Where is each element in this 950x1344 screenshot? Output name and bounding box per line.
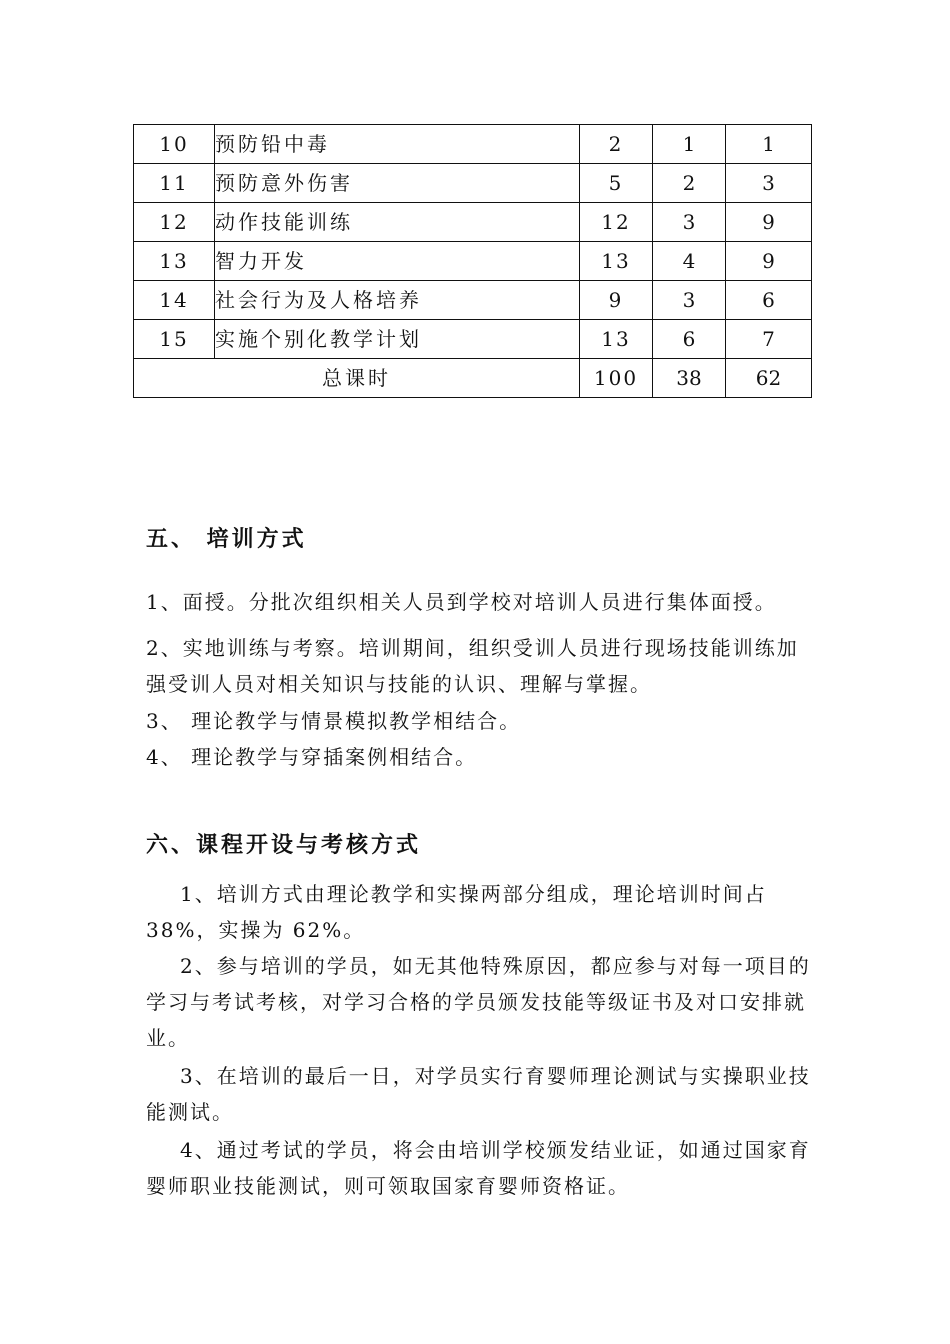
course-name: 社会行为及人格培养 <box>215 281 580 320</box>
total-hours: 5 <box>580 164 653 203</box>
paragraph: 3、 理论教学与情景模拟教学相结合。 <box>146 709 522 733</box>
section-heading-course-assessment: 六、课程开设与考核方式 <box>146 832 422 858</box>
practice-hours: 9 <box>726 242 812 281</box>
row-number: 13 <box>134 242 215 281</box>
paragraph: 2、实地训练与考察。培训期间，组织受训人员进行现场技能训练加强受训人员对相关知识与技能的认识、理解与掌握。 <box>146 636 799 696</box>
practice-hours: 6 <box>726 281 812 320</box>
course-name: 动作技能训练 <box>215 203 580 242</box>
table-row <box>134 281 812 320</box>
theory-hours: 2 <box>653 164 726 203</box>
course-name: 实施个别化教学计划 <box>215 320 580 359</box>
summary-total-hours: 100 <box>580 359 653 398</box>
summary-practice-hours: 62 <box>726 359 812 398</box>
paragraph: 4、 理论教学与穿插案例相结合。 <box>146 745 478 769</box>
paragraph: 1、面授。分批次组织相关人员到学校对培训人员进行集体面授。 <box>146 590 777 614</box>
practice-hours: 7 <box>726 320 812 359</box>
table-row <box>134 320 812 359</box>
theory-hours: 3 <box>653 281 726 320</box>
row-number: 10 <box>134 125 215 164</box>
theory-hours: 6 <box>653 320 726 359</box>
summary-row <box>134 359 812 398</box>
summary-label: 总课时 <box>134 359 580 398</box>
total-hours: 13 <box>580 320 653 359</box>
practice-hours: 9 <box>726 203 812 242</box>
paragraph: 3、在培训的最后一日，对学员实行育婴师理论测试与实操职业技能测试。 <box>146 1064 811 1124</box>
course-name: 预防铅中毒 <box>215 125 580 164</box>
table-row <box>134 242 812 281</box>
course-name: 预防意外伤害 <box>215 164 580 203</box>
course-hours-table <box>133 124 812 398</box>
table-row <box>134 203 812 242</box>
table-row <box>134 125 812 164</box>
course-name: 智力开发 <box>215 242 580 281</box>
total-hours: 12 <box>580 203 653 242</box>
paragraph: 2、参与培训的学员，如无其他特殊原因，都应参与对每一项目的学习与考试考核，对学习合格的学员颁发技能等级证书及对口安排就业。 <box>146 954 811 1050</box>
practice-hours: 1 <box>726 125 812 164</box>
practice-hours: 3 <box>726 164 812 203</box>
table-row <box>134 164 812 203</box>
summary-theory-hours: 38 <box>653 359 726 398</box>
row-number: 11 <box>134 164 215 203</box>
row-number: 15 <box>134 320 215 359</box>
theory-hours: 3 <box>653 203 726 242</box>
section-heading-training-method: 五、 培训方式 <box>146 526 307 552</box>
row-number: 12 <box>134 203 215 242</box>
row-number: 14 <box>134 281 215 320</box>
total-hours: 9 <box>580 281 653 320</box>
total-hours: 13 <box>580 242 653 281</box>
theory-hours: 1 <box>653 125 726 164</box>
total-hours: 2 <box>580 125 653 164</box>
theory-hours: 4 <box>653 242 726 281</box>
paragraph: 4、通过考试的学员，将会由培训学校颁发结业证，如通过国家育婴师职业技能测试，则可领取国家育婴师资格证。 <box>146 1138 811 1198</box>
paragraph: 1、培训方式由理论教学和实操两部分组成，理论培训时间占38%，实操为 62%。 <box>146 882 767 942</box>
